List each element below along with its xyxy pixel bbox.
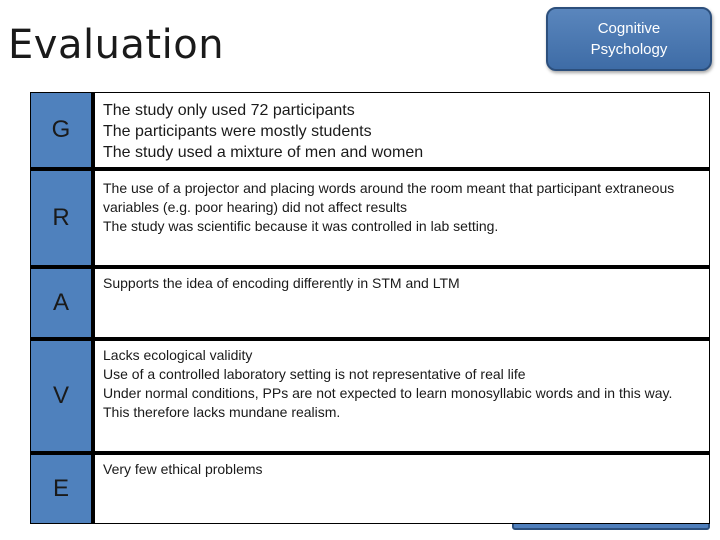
topic-badge	[546, 7, 712, 71]
grave-table	[30, 92, 710, 524]
content-line: The study was scientific because it was controlled in lab setting.	[103, 218, 499, 234]
content-line: The participants were mostly students	[103, 123, 372, 140]
content-line: The study only used 72 participants	[103, 102, 355, 119]
content-cell-v	[94, 340, 710, 452]
letter-cell-v: V	[30, 340, 92, 452]
content-line: Lacks ecological validity	[103, 347, 253, 363]
content-line: Very few ethical problems	[103, 461, 263, 477]
letter-cell-a: A	[30, 268, 92, 338]
page-title: Evaluation	[8, 22, 225, 68]
content-cell-e	[94, 454, 710, 524]
content-line: Under normal conditions, PPs are not expected to learn monosyllabic words and in this way. This therefore lacks mundane realism.	[103, 385, 673, 420]
badge-line-2: Psychology	[590, 41, 668, 58]
badge-line-1: Cognitive	[597, 20, 661, 37]
letter-cell-g: G	[30, 92, 92, 168]
letter-cell-e: E	[30, 454, 92, 524]
content-cell-g	[94, 92, 710, 168]
content-line: The study used a mixture of men and women	[103, 144, 424, 161]
content-line: Use of a controlled laboratory setting is not representative of real life	[103, 366, 526, 382]
content-cell-r	[94, 170, 710, 266]
content-line: Supports the idea of encoding differently in STM and LTM	[103, 275, 460, 291]
content-line: The use of a projector and placing words around the room meant that participant extraneous variables (e.g. poor hearing) did not affect results	[103, 180, 675, 215]
content-cell-a	[94, 268, 710, 338]
letter-cell-r: R	[30, 170, 92, 266]
